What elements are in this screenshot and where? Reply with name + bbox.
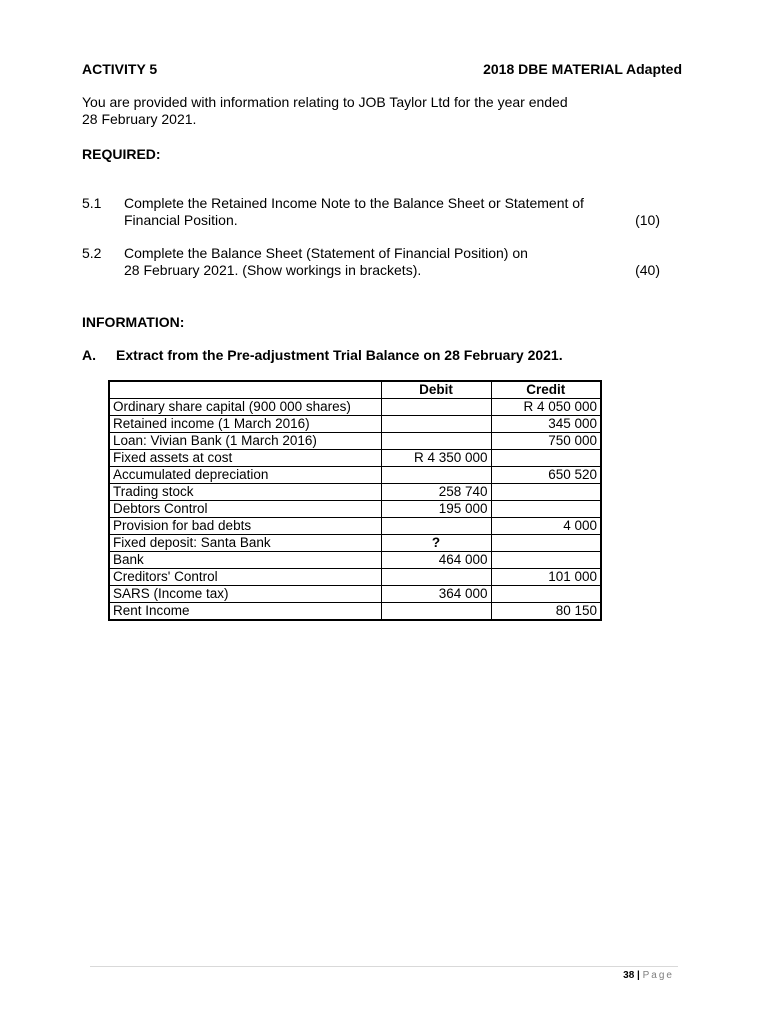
table-row: [109, 603, 601, 621]
page-word: Page: [642, 970, 674, 981]
cell-credit: [491, 535, 601, 552]
cell-debit: [381, 433, 491, 450]
cell-credit: [491, 552, 601, 569]
table-row: [109, 433, 601, 450]
cell-item: Trading stock: [109, 484, 381, 501]
cell-item: SARS (Income tax): [109, 586, 381, 603]
column-header-credit: Credit: [491, 381, 601, 399]
required-heading: REQUIRED:: [82, 146, 161, 162]
table-header-row: [109, 381, 601, 399]
cell-debit: ?: [381, 535, 491, 552]
column-header-debit: Debit: [381, 381, 491, 399]
cell-debit: 364 000: [381, 586, 491, 603]
intro-line-1: You are provided with information relating to JOB Taylor Ltd for the year ended: [82, 94, 568, 110]
table-row: [109, 467, 601, 484]
page-separator: |: [637, 970, 640, 981]
question-5-2: [82, 245, 662, 279]
cell-debit: [381, 416, 491, 433]
cell-item: Debtors Control: [109, 501, 381, 518]
cell-debit: [381, 569, 491, 586]
table-row: [109, 552, 601, 569]
question-line-2: 28 February 2021. (Show workings in brackets).: [124, 262, 422, 278]
cell-item: Bank: [109, 552, 381, 569]
cell-debit: [381, 603, 491, 621]
question-number: 5.2: [82, 245, 102, 261]
table-row: [109, 450, 601, 467]
table-row: [109, 518, 601, 535]
cell-credit: [491, 484, 601, 501]
table-row: [109, 586, 601, 603]
question-text: [124, 195, 604, 229]
question-text: [124, 245, 604, 279]
cell-item: Rent Income: [109, 603, 381, 621]
table-row: [109, 501, 601, 518]
cell-item: Provision for bad debts: [109, 518, 381, 535]
cell-item: Accumulated depreciation: [109, 467, 381, 484]
question-line-2: Financial Position.: [124, 212, 238, 228]
column-header-item: [109, 381, 381, 399]
information-heading: INFORMATION:: [82, 314, 185, 330]
activity-title: ACTIVITY 5: [82, 61, 158, 77]
cell-credit: 650 520: [491, 467, 601, 484]
question-marks: (10): [635, 212, 660, 228]
table-row: [109, 569, 601, 586]
question-line-1: Complete the Retained Income Note to the Balance Sheet or Statement of: [124, 195, 584, 211]
cell-credit: 345 000: [491, 416, 601, 433]
cell-item: Loan: Vivian Bank (1 March 2016): [109, 433, 381, 450]
cell-credit: 80 150: [491, 603, 601, 621]
cell-debit: 258 740: [381, 484, 491, 501]
footer-divider: [90, 966, 678, 967]
question-line-1: Complete the Balance Sheet (Statement of Financial Position) on: [124, 245, 528, 261]
cell-debit: R 4 350 000: [381, 450, 491, 467]
cell-item: Creditors' Control: [109, 569, 381, 586]
cell-item: Fixed deposit: Santa Bank: [109, 535, 381, 552]
question-5-1: [82, 195, 662, 229]
table-row: [109, 399, 601, 416]
cell-item: Retained income (1 March 2016): [109, 416, 381, 433]
intro-line-2: 28 February 2021.: [82, 111, 197, 127]
trial-balance-body: [109, 399, 601, 621]
intro-paragraph: [82, 94, 682, 128]
cell-debit: 195 000: [381, 501, 491, 518]
cell-credit: [491, 586, 601, 603]
cell-credit: [491, 501, 601, 518]
table-row: [109, 535, 601, 552]
cell-debit: 464 000: [381, 552, 491, 569]
cell-credit: R 4 050 000: [491, 399, 601, 416]
question-marks: (40): [635, 262, 660, 278]
cell-credit: [491, 450, 601, 467]
cell-credit: 4 000: [491, 518, 601, 535]
page-number: 38: [623, 970, 635, 981]
cell-item: Ordinary share capital (900 000 shares): [109, 399, 381, 416]
cell-credit: 101 000: [491, 569, 601, 586]
trial-balance-table: [108, 380, 602, 621]
table-row: [109, 484, 601, 501]
section-title: Extract from the Pre-adjustment Trial Balance on 28 February 2021.: [116, 347, 563, 363]
page-footer: [623, 970, 674, 981]
cell-debit: [381, 399, 491, 416]
cell-debit: [381, 518, 491, 535]
section-label: A.: [82, 347, 96, 363]
cell-credit: 750 000: [491, 433, 601, 450]
table-row: [109, 416, 601, 433]
source-label: 2018 DBE MATERIAL Adapted: [483, 61, 682, 77]
cell-item: Fixed assets at cost: [109, 450, 381, 467]
cell-debit: [381, 467, 491, 484]
question-number: 5.1: [82, 195, 102, 211]
